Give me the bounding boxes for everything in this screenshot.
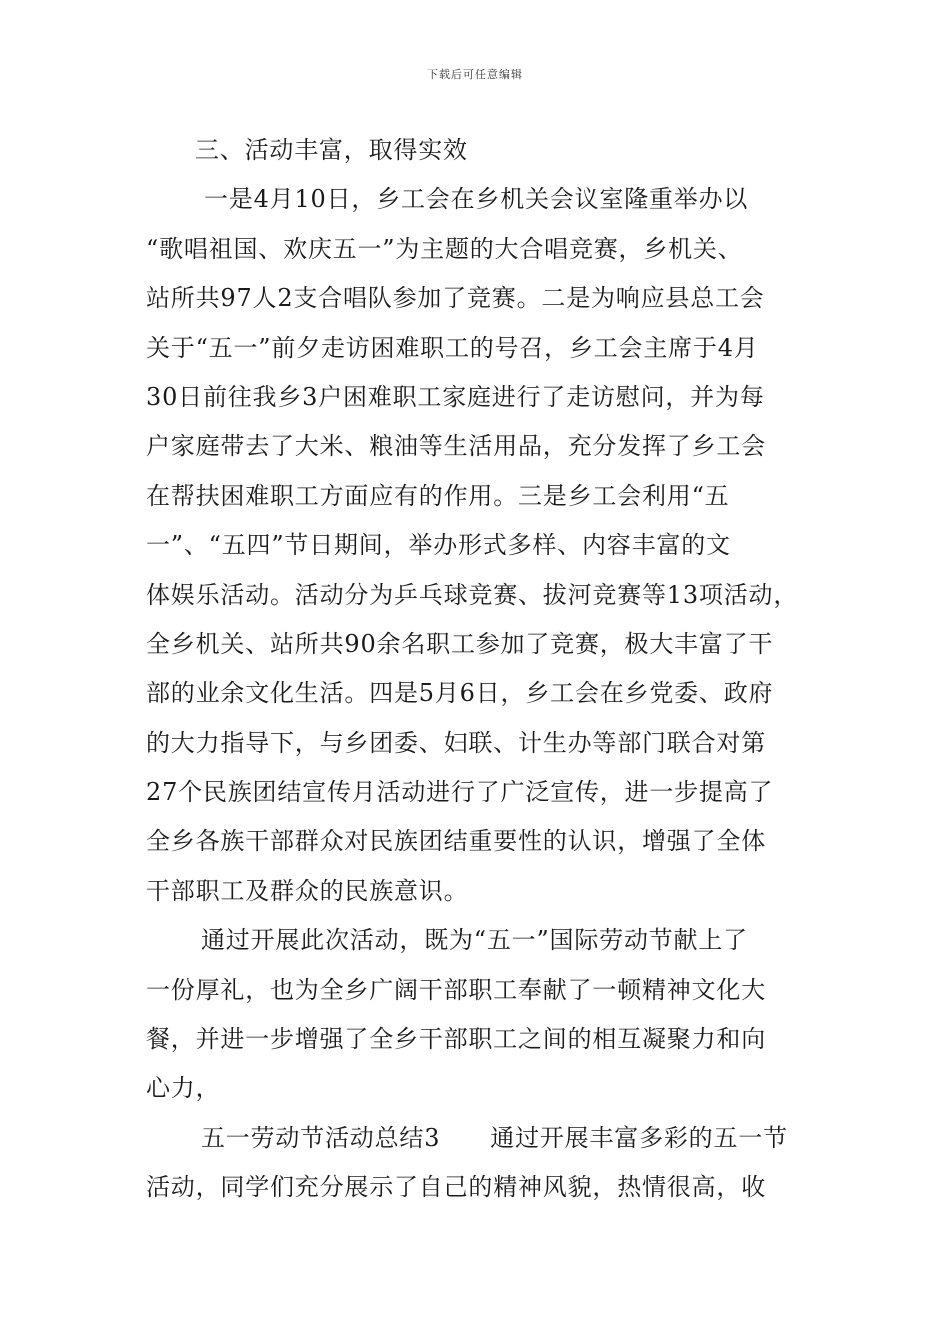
paragraph-line: 30日前往我乡3户困难职工家庭进行了走访慰问，并为每 — [146, 382, 765, 411]
paragraph-line: 餐，并进一步增强了全乡干部职工之间的相互凝聚力和向 — [146, 1025, 766, 1054]
section-heading: 三、活动丰富，取得实效 — [195, 136, 468, 164]
paragraph-line: 一份厚礼，也为全乡广阔干部职工奉献了一顿精神文化大 — [146, 975, 766, 1004]
paragraph-line: 干部职工及群众的民族意识。 — [146, 876, 469, 905]
paragraph-line: 27个民族团结宣传月活动进行了广泛宣传，进一步提高了 — [146, 778, 774, 807]
paragraph-line: 关于“五一”前夕走访困难职工的号召，乡工会主席于4月 — [146, 333, 759, 362]
paragraph-line: 户家庭带去了大米、粮油等生活用品，充分发挥了乡工会 — [146, 432, 766, 461]
paragraph-line: 部的业余文化生活。四是5月6日，乡工会在乡党委、政府 — [146, 679, 774, 708]
paragraph-line: 的大力指导下，与乡团委、妇联、计生办等部门联合对第 — [146, 728, 766, 757]
paragraph-line: 活动，同学们充分展示了自己的精神风貌，热情很高，收 — [146, 1173, 766, 1202]
paragraph-line: 一是4月10日，乡工会在乡机关会议室隆重举办以 — [204, 185, 749, 214]
document-body — [146, 126, 811, 1213]
paragraph-line: 体娱乐活动。活动分为乒乓球竞赛、拔河竞赛等13项活动， — [146, 580, 799, 609]
paragraph-line: 全乡各族干部群众对民族团结重要性的认识，增强了全体 — [146, 827, 766, 856]
paragraph-line: 通过开展此次活动，既为“五一”国际劳动节献上了 — [201, 926, 748, 955]
paragraph-line: 心力， — [146, 1074, 221, 1103]
paragraph-line: 站所共97人2支合唱队参加了竞赛。二是为响应县总工会 — [146, 284, 765, 313]
paragraph-line: “歌唱祖国、欢庆五一”为主题的大合唱竞赛，乡机关、 — [146, 234, 743, 263]
article-lead: 通过开展丰富多彩的五一节 — [490, 1123, 788, 1152]
paragraph-line: 全乡机关、站所共90余名职工参加了竞赛，极大丰富了干 — [146, 629, 774, 658]
header-note: 下载后可任意编辑 — [427, 68, 523, 81]
paragraph-line: 一”、“五四”节日期间，举办形式多样、内容丰富的文 — [146, 531, 731, 560]
paragraph-line: 在帮扶困难职工方面应有的作用。三是乡工会利用“五 — [146, 481, 730, 510]
article-title: 五一劳动节活动总结3 — [201, 1123, 441, 1152]
paragraph-line — [146, 1114, 811, 1163]
